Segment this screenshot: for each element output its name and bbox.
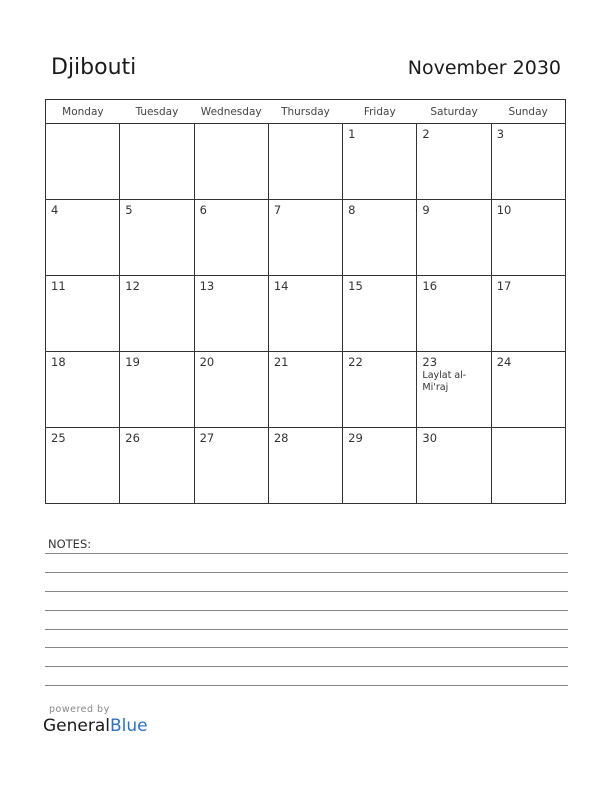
weekday-label: Monday bbox=[46, 100, 120, 124]
day-cell bbox=[194, 200, 268, 276]
day-cell bbox=[417, 428, 491, 504]
day-cell bbox=[343, 352, 417, 428]
holiday-label: Laylat al-Mi'raj bbox=[422, 370, 467, 393]
day-cell bbox=[46, 428, 120, 504]
month-title: November 2030 bbox=[407, 57, 561, 79]
day-number: 4 bbox=[51, 203, 59, 217]
weekday-label: Friday bbox=[343, 100, 417, 124]
note-line bbox=[45, 647, 568, 648]
day-number: 7 bbox=[273, 203, 282, 217]
day-cell bbox=[343, 428, 417, 504]
day-cell bbox=[417, 352, 491, 428]
day-cell bbox=[491, 200, 565, 276]
day-number: 29 bbox=[348, 431, 363, 445]
day-number: 15 bbox=[348, 279, 363, 293]
day-number: 28 bbox=[273, 431, 289, 445]
day-number: 21 bbox=[273, 355, 289, 369]
day-number: 12 bbox=[125, 279, 140, 293]
day-cell bbox=[46, 200, 120, 276]
day-cell bbox=[194, 124, 268, 200]
day-cell bbox=[268, 200, 342, 276]
calendar-grid bbox=[45, 99, 566, 504]
day-cell bbox=[417, 276, 491, 352]
day-cell bbox=[417, 200, 491, 276]
day-cell bbox=[491, 276, 565, 352]
note-line bbox=[45, 666, 568, 667]
day-cell bbox=[46, 352, 120, 428]
day-number: 8 bbox=[348, 203, 356, 217]
day-cell bbox=[491, 124, 565, 200]
day-number: 25 bbox=[51, 431, 66, 445]
day-cell bbox=[491, 352, 565, 428]
day-number: 14 bbox=[273, 279, 289, 293]
week-row bbox=[46, 200, 566, 276]
day-cell bbox=[46, 124, 120, 200]
day-cell bbox=[268, 124, 342, 200]
note-line bbox=[45, 629, 568, 630]
week-row bbox=[46, 428, 566, 504]
day-number: 6 bbox=[199, 203, 207, 217]
weekday-label: Tuesday bbox=[120, 100, 194, 124]
brand-general: General bbox=[43, 716, 110, 736]
day-cell bbox=[343, 276, 417, 352]
day-number: 10 bbox=[496, 203, 512, 217]
day-number: 24 bbox=[496, 355, 512, 369]
day-number: 22 bbox=[348, 355, 363, 369]
day-number: 1 bbox=[348, 127, 356, 141]
generalblue-logo bbox=[43, 716, 148, 736]
day-cell bbox=[120, 352, 194, 428]
day-cell bbox=[120, 200, 194, 276]
day-cell bbox=[268, 276, 342, 352]
day-number: 13 bbox=[199, 279, 215, 293]
day-cell bbox=[194, 276, 268, 352]
day-number: 27 bbox=[199, 431, 215, 445]
note-line bbox=[45, 572, 568, 573]
day-cell bbox=[417, 124, 491, 200]
day-number: 23 bbox=[422, 355, 438, 369]
day-cell bbox=[120, 124, 194, 200]
day-number: 3 bbox=[496, 127, 505, 141]
weekday-label: Wednesday bbox=[194, 100, 268, 124]
week-row bbox=[46, 352, 566, 428]
day-number: 30 bbox=[422, 431, 438, 445]
week-row bbox=[46, 124, 566, 200]
powered-by-text: powered by bbox=[49, 704, 110, 715]
brand-blue: Blue bbox=[110, 716, 148, 736]
day-cell bbox=[491, 428, 565, 504]
weekday-header-row bbox=[46, 100, 566, 124]
day-cell bbox=[194, 352, 268, 428]
week-row bbox=[46, 276, 566, 352]
day-cell bbox=[194, 428, 268, 504]
day-cell bbox=[268, 428, 342, 504]
weekday-label: Thursday bbox=[268, 100, 342, 124]
weekday-label: Saturday bbox=[417, 100, 491, 124]
day-number: 19 bbox=[125, 355, 140, 369]
day-cell bbox=[343, 200, 417, 276]
day-cell bbox=[268, 352, 342, 428]
day-cell bbox=[46, 276, 120, 352]
day-number: 17 bbox=[496, 279, 512, 293]
day-number: 26 bbox=[125, 431, 140, 445]
day-number: 18 bbox=[51, 355, 66, 369]
day-cell bbox=[343, 124, 417, 200]
note-line bbox=[45, 591, 568, 592]
day-cell bbox=[120, 428, 194, 504]
note-line bbox=[45, 685, 568, 686]
notes-label: NOTES: bbox=[48, 537, 92, 551]
day-number: 5 bbox=[125, 203, 133, 217]
note-line bbox=[45, 553, 568, 554]
day-cell bbox=[120, 276, 194, 352]
day-number: 2 bbox=[422, 127, 430, 141]
note-line bbox=[45, 610, 568, 611]
day-number: 16 bbox=[422, 279, 438, 293]
day-number: 9 bbox=[422, 203, 430, 217]
day-number: 20 bbox=[199, 355, 215, 369]
weekday-label: Sunday bbox=[491, 100, 565, 124]
day-number: 11 bbox=[51, 279, 66, 293]
country-title: Djibouti bbox=[51, 55, 137, 80]
